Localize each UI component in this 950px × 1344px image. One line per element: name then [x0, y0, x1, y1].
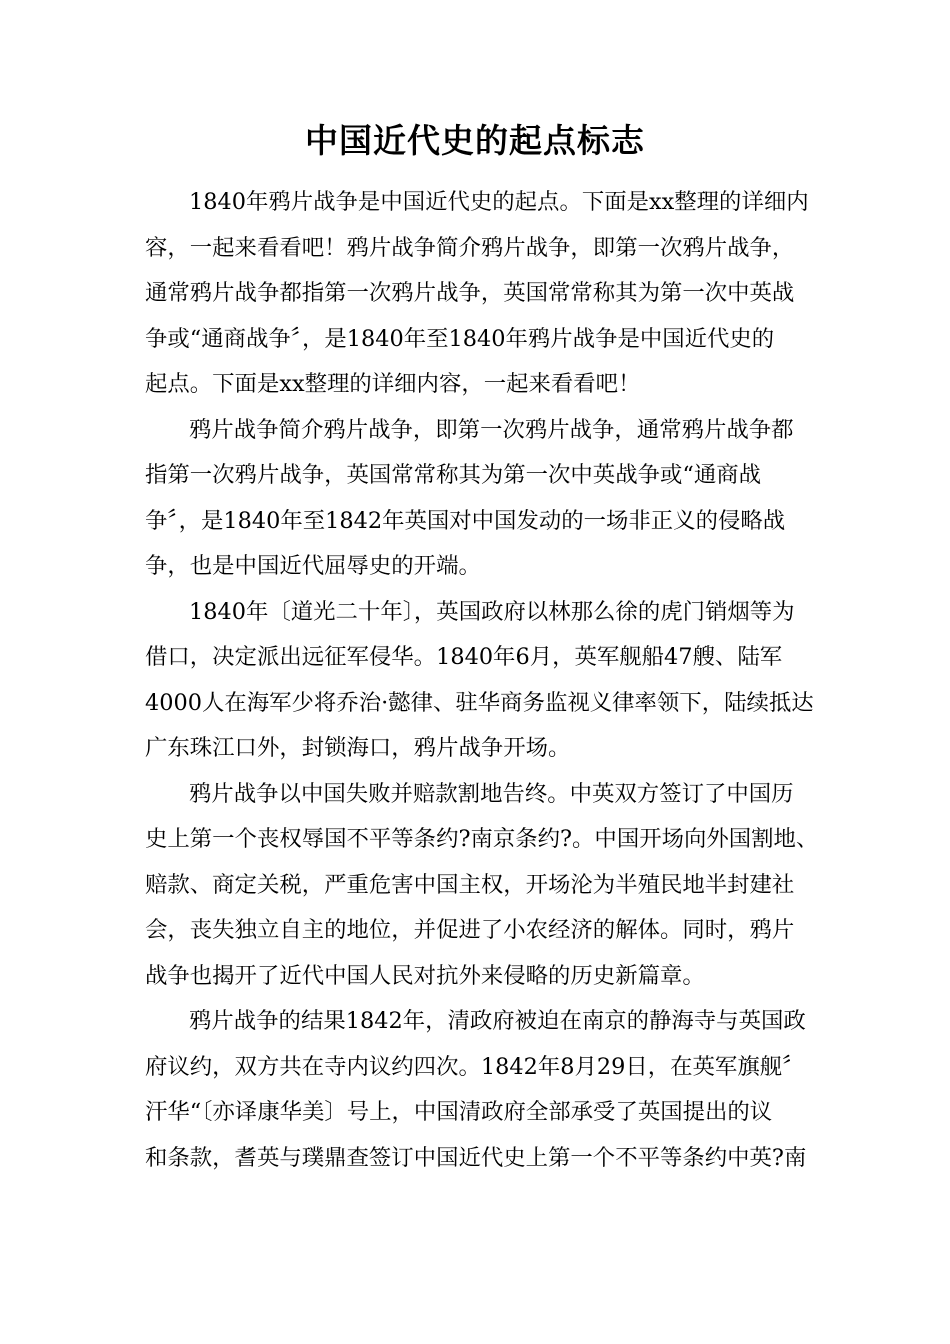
paragraph-line: 借口，决定派出远征军侵华。1840年6月，英军舰船47艘、陆军 [145, 644, 783, 670]
paragraph-line: 和条款，耆英与璞鼎查签订中国近代史上第一个不平等条约中英?南 [145, 1144, 807, 1171]
paragraph-line: 鸦片战争以中国失败并赔款割地告终。中英双方签订了中国历 [189, 780, 794, 807]
document-body [145, 180, 819, 1181]
paragraph-line: 鸦片战争简介鸦片战争，即第一次鸦片战争，通常鸦片战争都 [189, 416, 794, 443]
paragraph-line: 鸦片战争的结果1842年，清政府被迫在南京的静海寺与英国政 [189, 1008, 806, 1034]
paragraph-line: 1840年〔道光二十年〕，英国政府以林那么徐的虎门销烟等为 [189, 598, 795, 625]
paragraph-line: 争，也是中国近代屈辱史的开端。 [145, 553, 481, 579]
paragraph-line: 战争也揭开了近代中国人民对抗外来侵略的历史新篇章。 [145, 962, 705, 989]
paragraph-5 [145, 999, 810, 1181]
document-title: 中国近代史的起点标志 [305, 121, 645, 160]
paragraph-line: 4000人在海军少将乔治·懿律、驻华商务监视义律率领下，陆续抵达 [145, 689, 814, 716]
paragraph-line: 1840年鸦片战争是中国近代史的起点。下面是xx整理的详细内 [189, 189, 809, 215]
paragraph-3 [145, 590, 814, 772]
paragraph-line: 史上第一个丧权辱国不平等条约?南京条约?。中国开场向外国割地、 [145, 826, 819, 852]
paragraph-line: 广东珠江口外，封锁海口，鸦片战争开场。 [145, 735, 571, 761]
paragraph-4 [145, 772, 819, 1000]
paragraph-line: 起点。下面是xx整理的详细内容，一起来看看吧！ [145, 371, 641, 397]
paragraph-1 [145, 180, 810, 408]
paragraph-line: 会，丧失独立自主的地位，并促进了小农经济的解体。同时，鸦片 [145, 917, 795, 943]
paragraph-line: 汗华“〔亦译康华美〕号上，中国清政府全部承受了英国提出的议 [145, 1099, 773, 1125]
paragraph-line: 府议约，双方共在寺内议约四次。1842年8月29日，在英军旗舰〞 [145, 1053, 805, 1080]
paragraph-line: 争或“通商战争〞，是1840年至1840年鸦片战争是中国近代史的 [145, 325, 775, 352]
paragraph-line: 通常鸦片战争都指第一次鸦片战争，英国常常称其为第一次中英战 [145, 280, 795, 306]
paragraph-line: 容，一起来看看吧！鸦片战争简介鸦片战争，即第一次鸦片战争， [145, 234, 795, 261]
paragraph-line: 指第一次鸦片战争，英国常常称其为第一次中英战争或“通商战 [145, 462, 761, 488]
paragraph-line: 赔款、商定关税，严重危害中国主权，开场沦为半殖民地半封建社 [145, 871, 795, 898]
paragraph-2 [145, 408, 810, 590]
paragraph-line: 争〞，是1840年至1842年英国对中国发动的一场非正义的侵略战 [145, 507, 786, 534]
